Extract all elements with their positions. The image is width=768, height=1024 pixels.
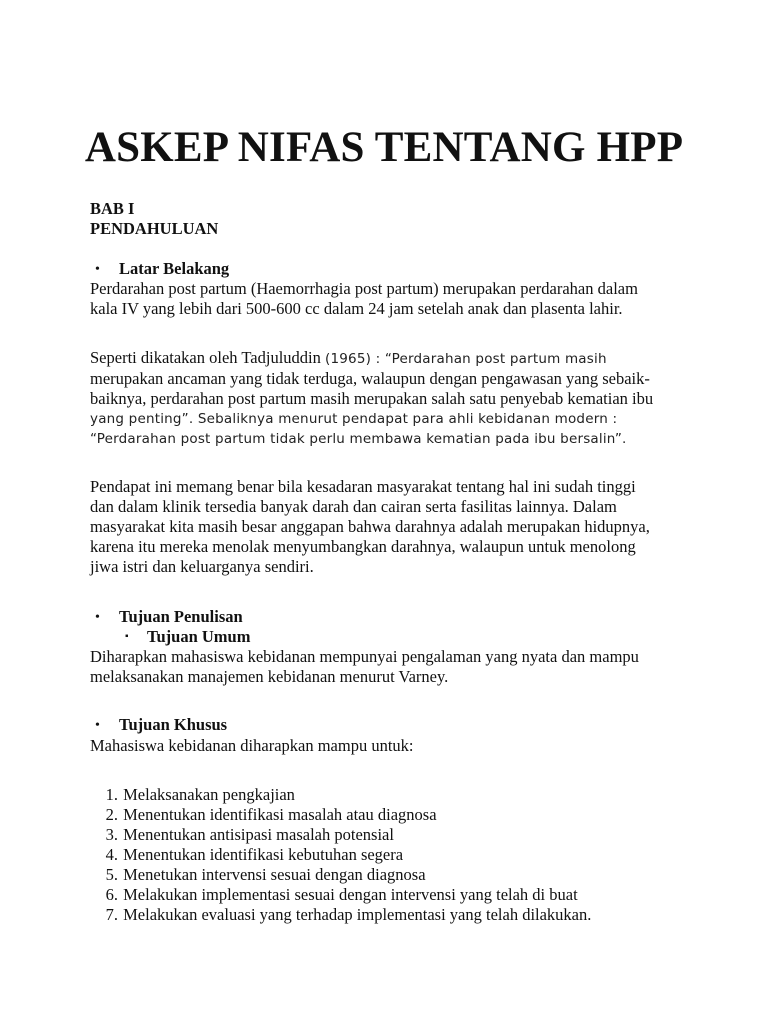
- chapter-number: BAB I: [90, 199, 135, 218]
- list-item: [90, 885, 591, 905]
- ordered-list: [90, 785, 591, 925]
- list-item-number: 4.: [105, 845, 118, 864]
- paragraph-latar-3: [90, 477, 710, 577]
- list-item-text: Menentukan identifikasi kebutuhan segera: [123, 845, 404, 864]
- paragraph-line: baiknya, perdarahan post partum masih merupakan salah satu penyebab kematian ibu: [90, 389, 654, 408]
- paragraph-latar-2: [90, 348, 710, 449]
- chapter-name: PENDAHULUAN: [90, 219, 219, 238]
- quote-text: (1965) : “Perdarahan post partum masih: [325, 351, 607, 367]
- list-item-text: Melaksanakan pengkajian: [123, 785, 295, 804]
- list-item-number: 6.: [105, 885, 118, 904]
- paragraph-tujuan-umum: [90, 647, 710, 687]
- list-item: [90, 905, 591, 925]
- square-bullet-icon: ▪: [125, 631, 129, 642]
- list-item-number: 5.: [105, 865, 118, 884]
- tujuan-khusus-intro: Mahasiswa kebidanan diharapkan mampu untuk:: [90, 736, 414, 755]
- paragraph-line: karena itu mereka menolak menyumbangkan darahnya, walaupun untuk menolong: [90, 537, 636, 556]
- list-item-number: 3.: [105, 825, 118, 844]
- subsection-heading-tujuan-umum: Tujuan Umum: [147, 627, 251, 646]
- document-title: ASKEP NIFAS TENTANG HPP: [84, 124, 684, 171]
- list-item-number: 1.: [105, 785, 118, 804]
- list-item-text: Menentukan antisipasi masalah potensial: [123, 825, 394, 844]
- paragraph-line-part: Seperti dikatakan oleh Tadjuluddin: [90, 348, 325, 367]
- list-item-number: 2.: [105, 805, 118, 824]
- paragraph-line: jiwa istri dan keluarganya sendiri.: [90, 557, 314, 576]
- section-heading-tujuan-khusus: Tujuan Khusus: [119, 715, 228, 734]
- paragraph-line: masyarakat kita masih besar anggapan bahwa darahnya adalah merupakan hidupnya,: [90, 517, 650, 536]
- list-item-text: Melakukan evaluasi yang terhadap implementasi yang telah dilakukan.: [123, 905, 592, 924]
- paragraph-line: melaksanakan manajemen kebidanan menurut Varney.: [90, 667, 449, 686]
- bullet-icon: •: [95, 610, 100, 625]
- list-item-number: 7.: [105, 905, 118, 924]
- list-item: [90, 785, 591, 805]
- quote-line: “Perdarahan post partum tidak perlu membawa kematian pada ibu bersalin”.: [90, 431, 627, 447]
- list-item: [90, 865, 591, 885]
- list-item-text: Menetukan intervensi sesuai dengan diagnosa: [123, 865, 426, 884]
- paragraph-line: merupakan ancaman yang tidak terduga, walaupun dengan pengawasan yang sebaik-: [90, 369, 650, 388]
- list-item: [90, 825, 591, 845]
- paragraph-latar-1: [90, 279, 710, 319]
- section-heading-latar-belakang: Latar Belakang: [119, 259, 230, 278]
- bullet-icon: •: [95, 262, 100, 277]
- paragraph-line: dan dalam klinik tersedia banyak darah dan cairan serta fasilitas lainnya. Dalam: [90, 497, 617, 516]
- list-item: [90, 845, 591, 865]
- section-heading-tujuan-penulisan: Tujuan Penulisan: [119, 607, 243, 626]
- list-item-text: Melakukan implementasi sesuai dengan intervensi yang telah di buat: [123, 885, 578, 904]
- list-item-text: Menentukan identifikasi masalah atau diagnosa: [123, 805, 437, 824]
- list-item: [90, 805, 591, 825]
- quote-line: yang penting”. Sebaliknya menurut pendapat para ahli kebidanan modern :: [90, 411, 618, 427]
- bullet-icon: •: [95, 718, 100, 733]
- paragraph-line: kala IV yang lebih dari 500-600 cc dalam 24 jam setelah anak dan plasenta lahir.: [90, 299, 623, 318]
- paragraph-line: Pendapat ini memang benar bila kesadaran masyarakat tentang hal ini sudah tinggi: [90, 477, 636, 496]
- paragraph-line: Perdarahan post partum (Haemorrhagia post partum) merupakan perdarahan dalam: [90, 279, 638, 298]
- paragraph-line: Diharapkan mahasiswa kebidanan mempunyai pengalaman yang nyata dan mampu: [90, 647, 639, 666]
